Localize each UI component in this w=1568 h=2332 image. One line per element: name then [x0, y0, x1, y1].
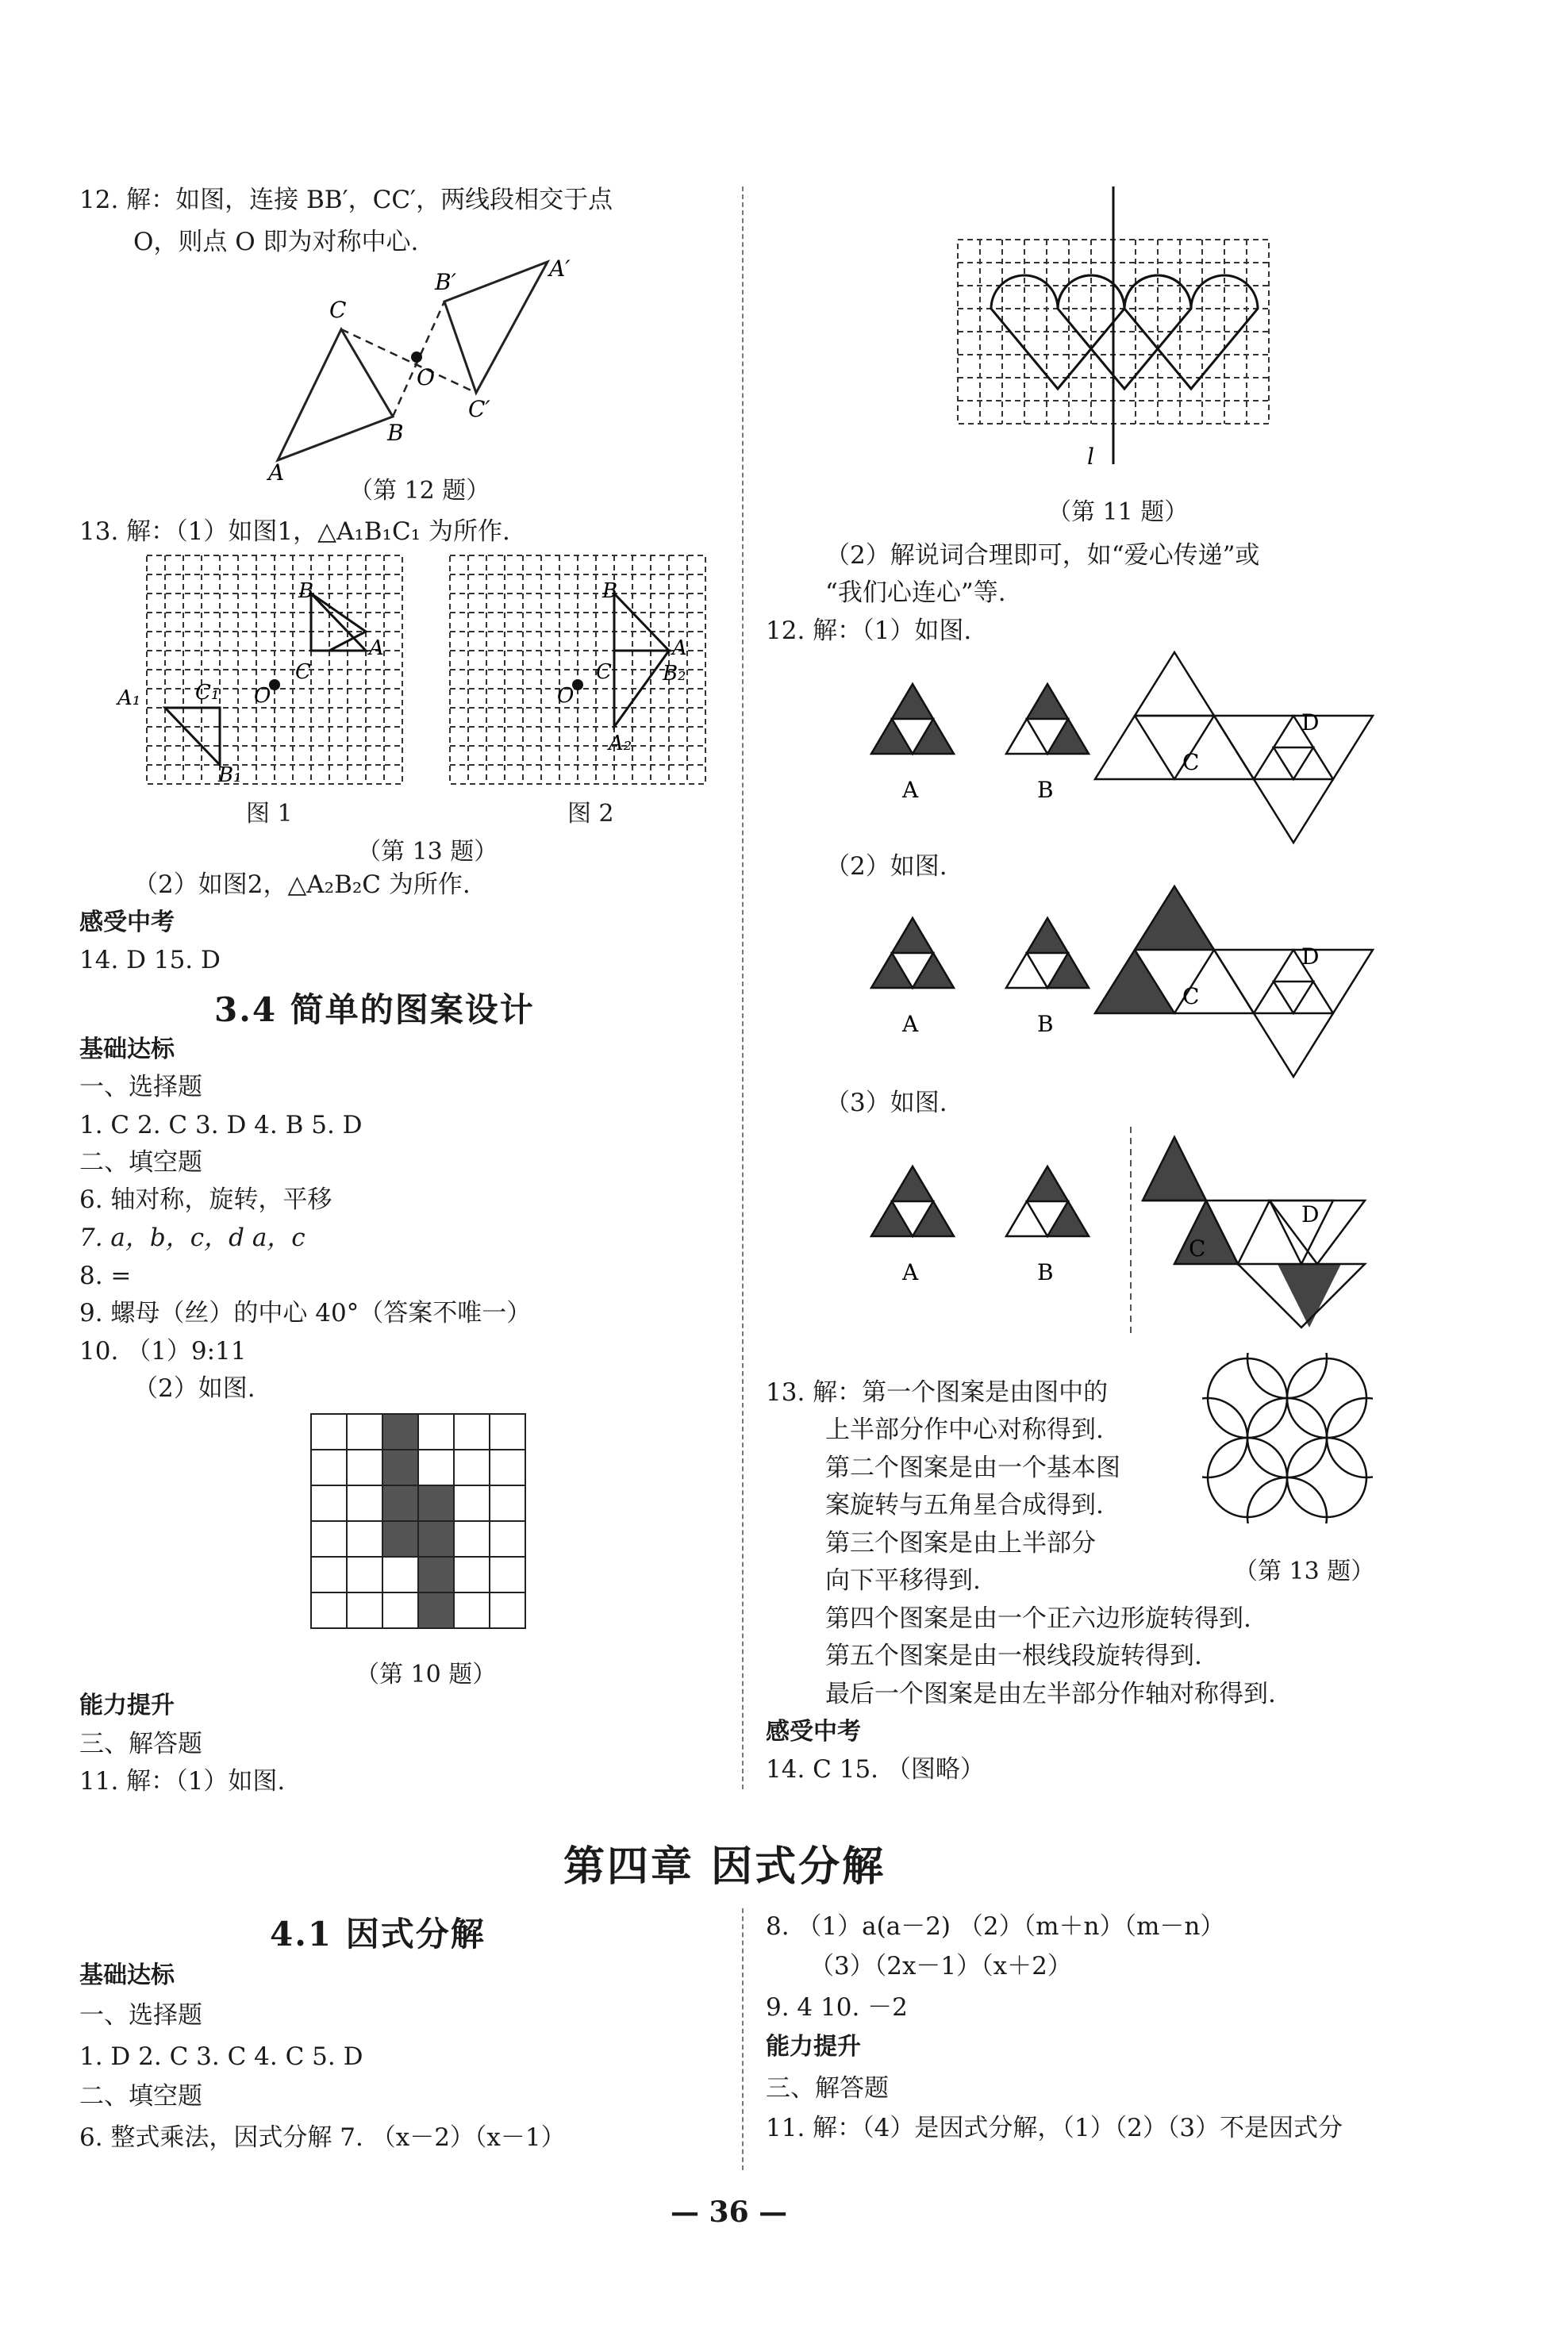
column-divider-bottom — [742, 1908, 744, 2170]
svg-text:C₁: C₁ — [195, 681, 220, 705]
figure-q13-grid-1 — [111, 551, 413, 789]
page-number: — 36 — — [671, 2196, 788, 2229]
svg-text:O: O — [254, 684, 271, 708]
q12-line1: 12. 解：如图，连接 BB′，CC′，两线段相交于点 — [79, 186, 613, 214]
q10-part2: （2）如图. — [133, 1374, 256, 1403]
ch4-ability-heading: 能力提升 — [766, 2033, 861, 2061]
ch4-q6-q7: 6. 整式乘法，因式分解 7. （x－2）（x－1） — [79, 2123, 566, 2152]
figure-q10-grid — [309, 1412, 536, 1631]
q12-part2: （2）如图. — [825, 852, 947, 881]
section-4-1-title: 4.1 因式分解 — [270, 1915, 486, 1954]
caption-q13: （第 13 题） — [357, 838, 498, 866]
svg-text:B: B — [602, 579, 618, 603]
ch4-q8-line1: 8. （1）a(a－2) （2）（m＋n）（m－n） — [766, 1912, 1225, 1941]
q14-15-answers: 14. D 15. D — [79, 946, 221, 974]
feel-exam-heading-right: 感受中考 — [766, 1718, 861, 1746]
ch4-answer-heading: 三、解答题 — [766, 2074, 889, 2103]
q6: 6. 轴对称，旋转，平移 — [79, 1185, 332, 1214]
caption-q10: （第 10 题） — [355, 1661, 497, 1688]
figure-q12-part2 — [857, 885, 1381, 1079]
svg-text:B: B — [298, 579, 314, 603]
q13-right-line3: 第二个图案是由一个基本图 — [825, 1454, 1120, 1482]
q8: 8. = — [79, 1262, 132, 1290]
caption-q12: （第 12 题） — [349, 477, 490, 505]
ch4-q9-q10: 9. 4 10. －2 — [766, 1993, 908, 2022]
chapter-4-title: 第四章 因式分解 — [563, 1842, 886, 1891]
basic-heading: 基础达标 — [79, 1035, 175, 1063]
section-3-4-title: 3.4 简单的图案设计 — [214, 990, 535, 1029]
q10-part1: 10. （1）9:11 — [79, 1337, 247, 1366]
svg-text:C: C — [329, 297, 347, 323]
mc-answers: 1. C 2. C 3. D 4. B 5. D — [79, 1111, 363, 1139]
svg-text:C: C — [1189, 1235, 1206, 1262]
ch4-basic-heading: 基础达标 — [79, 1961, 175, 1989]
caption-q11: （第 11 题） — [1047, 498, 1189, 526]
svg-text:B: B — [387, 420, 404, 446]
fill-heading: 二、填空题 — [79, 1148, 202, 1177]
svg-text:A₁: A₁ — [117, 686, 141, 710]
svg-text:C′: C′ — [468, 396, 490, 422]
svg-text:D: D — [1301, 1201, 1320, 1227]
svg-text:C: C — [295, 660, 311, 684]
caption-q13-right: （第 13 题） — [1234, 1558, 1375, 1585]
q9: 9. 螺母（丝）的中心 40°（答案不唯一） — [79, 1299, 532, 1327]
q14-15-right: 14. C 15. （图略） — [766, 1755, 985, 1784]
ch4-q11: 11. 解：（4）是因式分解，（1）（2）（3）不是因式分 — [766, 2114, 1343, 2142]
svg-text:A: A — [902, 777, 919, 803]
ability-heading: 能力提升 — [79, 1692, 175, 1719]
q12-line2: O，则点 O 即为对称中心. — [133, 228, 419, 256]
q13-right-line1: 13. 解：第一个图案是由图中的 — [766, 1378, 1109, 1407]
svg-text:D: D — [1301, 943, 1320, 970]
figure-q13-grid-2 — [432, 551, 734, 789]
q11-part2-line1: （2）解说词合理即可，如“爱心传递”或 — [825, 541, 1260, 570]
figure-q13-circle-pattern — [1202, 1353, 1373, 1523]
q13-line1: 13. 解：（1）如图1，△A₁B₁C₁ 为所作. — [79, 517, 510, 546]
svg-text:A: A — [672, 636, 687, 660]
svg-text:B: B — [1037, 777, 1054, 803]
q13-right-line6: 向下平移得到. — [825, 1566, 981, 1595]
q13-right-line7: 第四个图案是由一个正六边形旋转得到. — [825, 1604, 1251, 1633]
ch4-mc-answers: 1. D 2. C 3. C 4. C 5. D — [79, 2042, 363, 2071]
q13-right-line2: 上半部分作中心对称得到. — [825, 1416, 1104, 1444]
q13-right-line9: 最后一个图案是由左半部分作轴对称得到. — [825, 1680, 1276, 1708]
svg-text:B₂: B₂ — [663, 662, 686, 686]
svg-text:A: A — [268, 459, 285, 484]
q13-right-line5: 第三个图案是由上半部分 — [825, 1529, 1096, 1558]
q7: 7. a，b，c，d a，c — [79, 1224, 306, 1252]
svg-text:A₂: A₂ — [609, 732, 632, 755]
fig2-label: 图 2 — [567, 800, 614, 828]
figure-q12-part1 — [857, 651, 1381, 845]
svg-text:D: D — [1301, 709, 1320, 736]
feel-exam-heading: 感受中考 — [79, 909, 175, 936]
answer-heading: 三、解答题 — [79, 1730, 202, 1758]
ch4-q8-line2: （3）（2x－1）（x＋2） — [809, 1952, 1072, 1980]
q13-line2: （2）如图2，△A₂B₂C 为所作. — [133, 870, 471, 899]
svg-text:B: B — [1037, 1011, 1054, 1037]
svg-text:B₁: B₁ — [218, 763, 242, 787]
q11-part2-line2: “我们心连心”等. — [825, 578, 1006, 607]
svg-text:B: B — [1037, 1259, 1054, 1285]
figure-q11-hearts — [948, 182, 1282, 468]
svg-text:O: O — [417, 364, 435, 390]
q11: 11. 解：（1）如图. — [79, 1767, 286, 1796]
svg-text:A: A — [902, 1011, 919, 1037]
q13-right-line8: 第五个图案是由一根线段旋转得到. — [825, 1642, 1202, 1670]
svg-text:C: C — [596, 660, 612, 684]
q12-right: 12. 解：（1）如图. — [766, 617, 972, 645]
q13-right-line4: 案旋转与五角星合成得到. — [825, 1491, 1104, 1519]
fig1-label: 图 1 — [246, 800, 293, 828]
svg-text:A′: A′ — [549, 255, 571, 282]
svg-text:A: A — [369, 636, 384, 660]
svg-text:C: C — [1182, 749, 1200, 775]
figure-q12-part3 — [857, 1123, 1381, 1337]
ch4-mc-heading: 一、选择题 — [79, 2001, 202, 2030]
mc-heading: 一、选择题 — [79, 1073, 202, 1101]
axis-label-l: l — [1087, 444, 1094, 468]
column-divider-top — [742, 186, 744, 1789]
svg-text:A: A — [902, 1259, 919, 1285]
svg-text:O: O — [557, 684, 575, 708]
q12-part3: （3）如图. — [825, 1089, 947, 1117]
svg-text:B′: B′ — [435, 269, 456, 295]
figure-q12-central-symmetry — [254, 254, 595, 484]
ch4-fill-heading: 二、填空题 — [79, 2082, 202, 2111]
svg-text:C: C — [1182, 983, 1200, 1009]
